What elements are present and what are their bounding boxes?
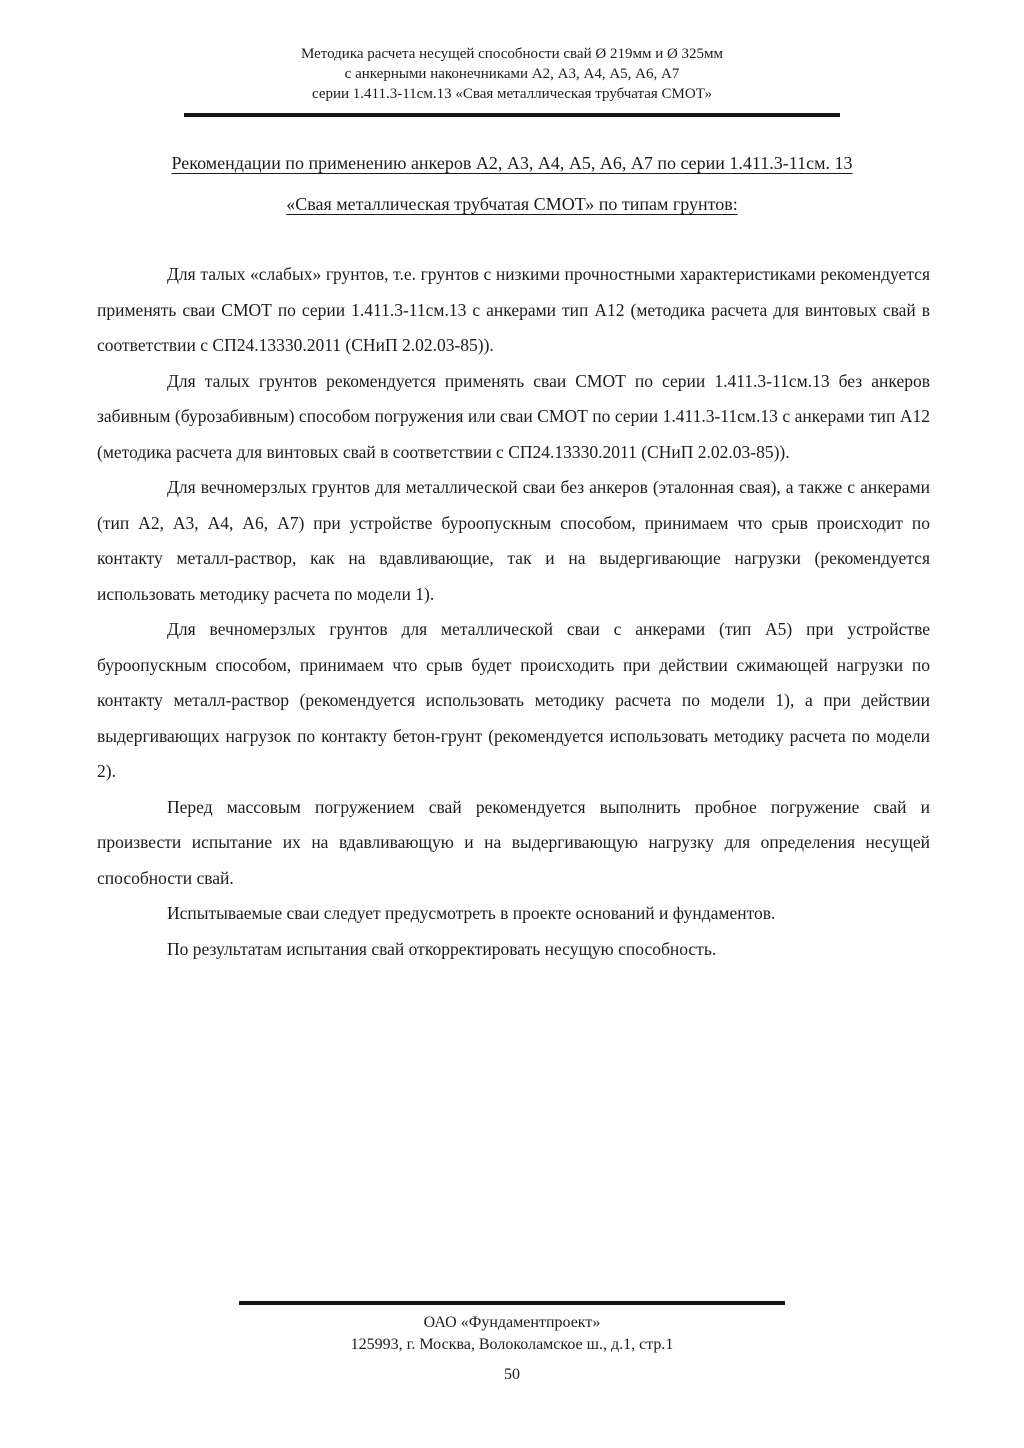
header-line-2: с анкерными наконечниками А2, А3, А4, А5, А6, А7 (344, 66, 680, 82)
paragraph-1: Для талых «слабых» грунтов, т.е. грунтов с низкими прочностными характеристиками рекомендуется применять сваи СМОТ по серии 1.411.3-11см.13 с анкерами тип А12 (методика расчета для винтовых свай в соответствии с СП24.13330.2011 (СНиП 2.02.03-85)). (97, 264, 930, 355)
footer-divider (239, 1301, 785, 1305)
page-header (0, 0, 1024, 117)
page-number: 50 (504, 1366, 520, 1383)
footer-address: 125993, г. Москва, Волоколамское ш., д.1, стр.1 (350, 1336, 674, 1353)
paragraph-2: Для талых грунтов рекомендуется применять сваи СМОТ по серии 1.411.3-11см.13 без анкеров забивным (бурозабивным) способом погружения или сваи СМОТ по серии 1.411.3-11см.13 с анкерами тип А12 (методика расчета для винтовых свай в соответствии с СП24.13330.2011 (СНиП 2.02.03-85)). (97, 370, 930, 462)
header-line-3: серии 1.411.3-11см.13 «Свая металлическая трубчатая СМОТ» (311, 86, 713, 102)
header-divider (184, 113, 840, 117)
document-body (97, 257, 930, 967)
page-footer (0, 1301, 1024, 1386)
paragraph-5: Перед массовым погружением свай рекомендуется выполнить пробное погружение свай и произвести испытание их на вдавливающую и на выдергивающую нагрузку для определения несущей способности свай. (97, 796, 930, 888)
paragraph-4: Для вечномерзлых грунтов для металлической сваи с анкерами (тип А5) при устройстве буроопускным способом, принимаем что срыв будет происходить при действии сжимающей нагрузки по контакту металл-раствор (рекомендуется использовать методику расчета по модели 1), а при действии выдергивающих нагрузок по контакту бетон-грунт (рекомендуется использовать методику расчета по модели 2). (97, 619, 930, 781)
paragraph-7: По результатам испытания свай откорректировать несущую способность. (167, 938, 717, 959)
title-line-1: Рекомендации по применению анкеров А2, А3, А4, А5, А6, А7 по серии 1.411.3-11см. 13 (171, 153, 853, 173)
title-line-2: «Свая металлическая трубчатая СМОТ» по типам грунтов: (286, 194, 738, 214)
document-title (60, 143, 964, 225)
header-line-1: Методика расчета несущей способности свай Ø 219мм и Ø 325мм (300, 46, 724, 62)
paragraph-3: Для вечномерзлых грунтов для металлической сваи без анкеров (эталонная свая), а также с анкерами (тип А2, А3, А4, А6, А7) при устройстве буроопускным способом, принимаем что срыв происходит по контакту металл-раствор, как на вдавливающие, так и на выдергивающие нагрузки (рекомендуется использовать методику расчета по модели 1). (97, 477, 930, 604)
footer-company: ОАО «Фундаментпроект» (423, 1314, 601, 1331)
paragraph-6: Испытываемые сваи следует предусмотреть в проекте оснований и фундаментов. (167, 903, 776, 923)
